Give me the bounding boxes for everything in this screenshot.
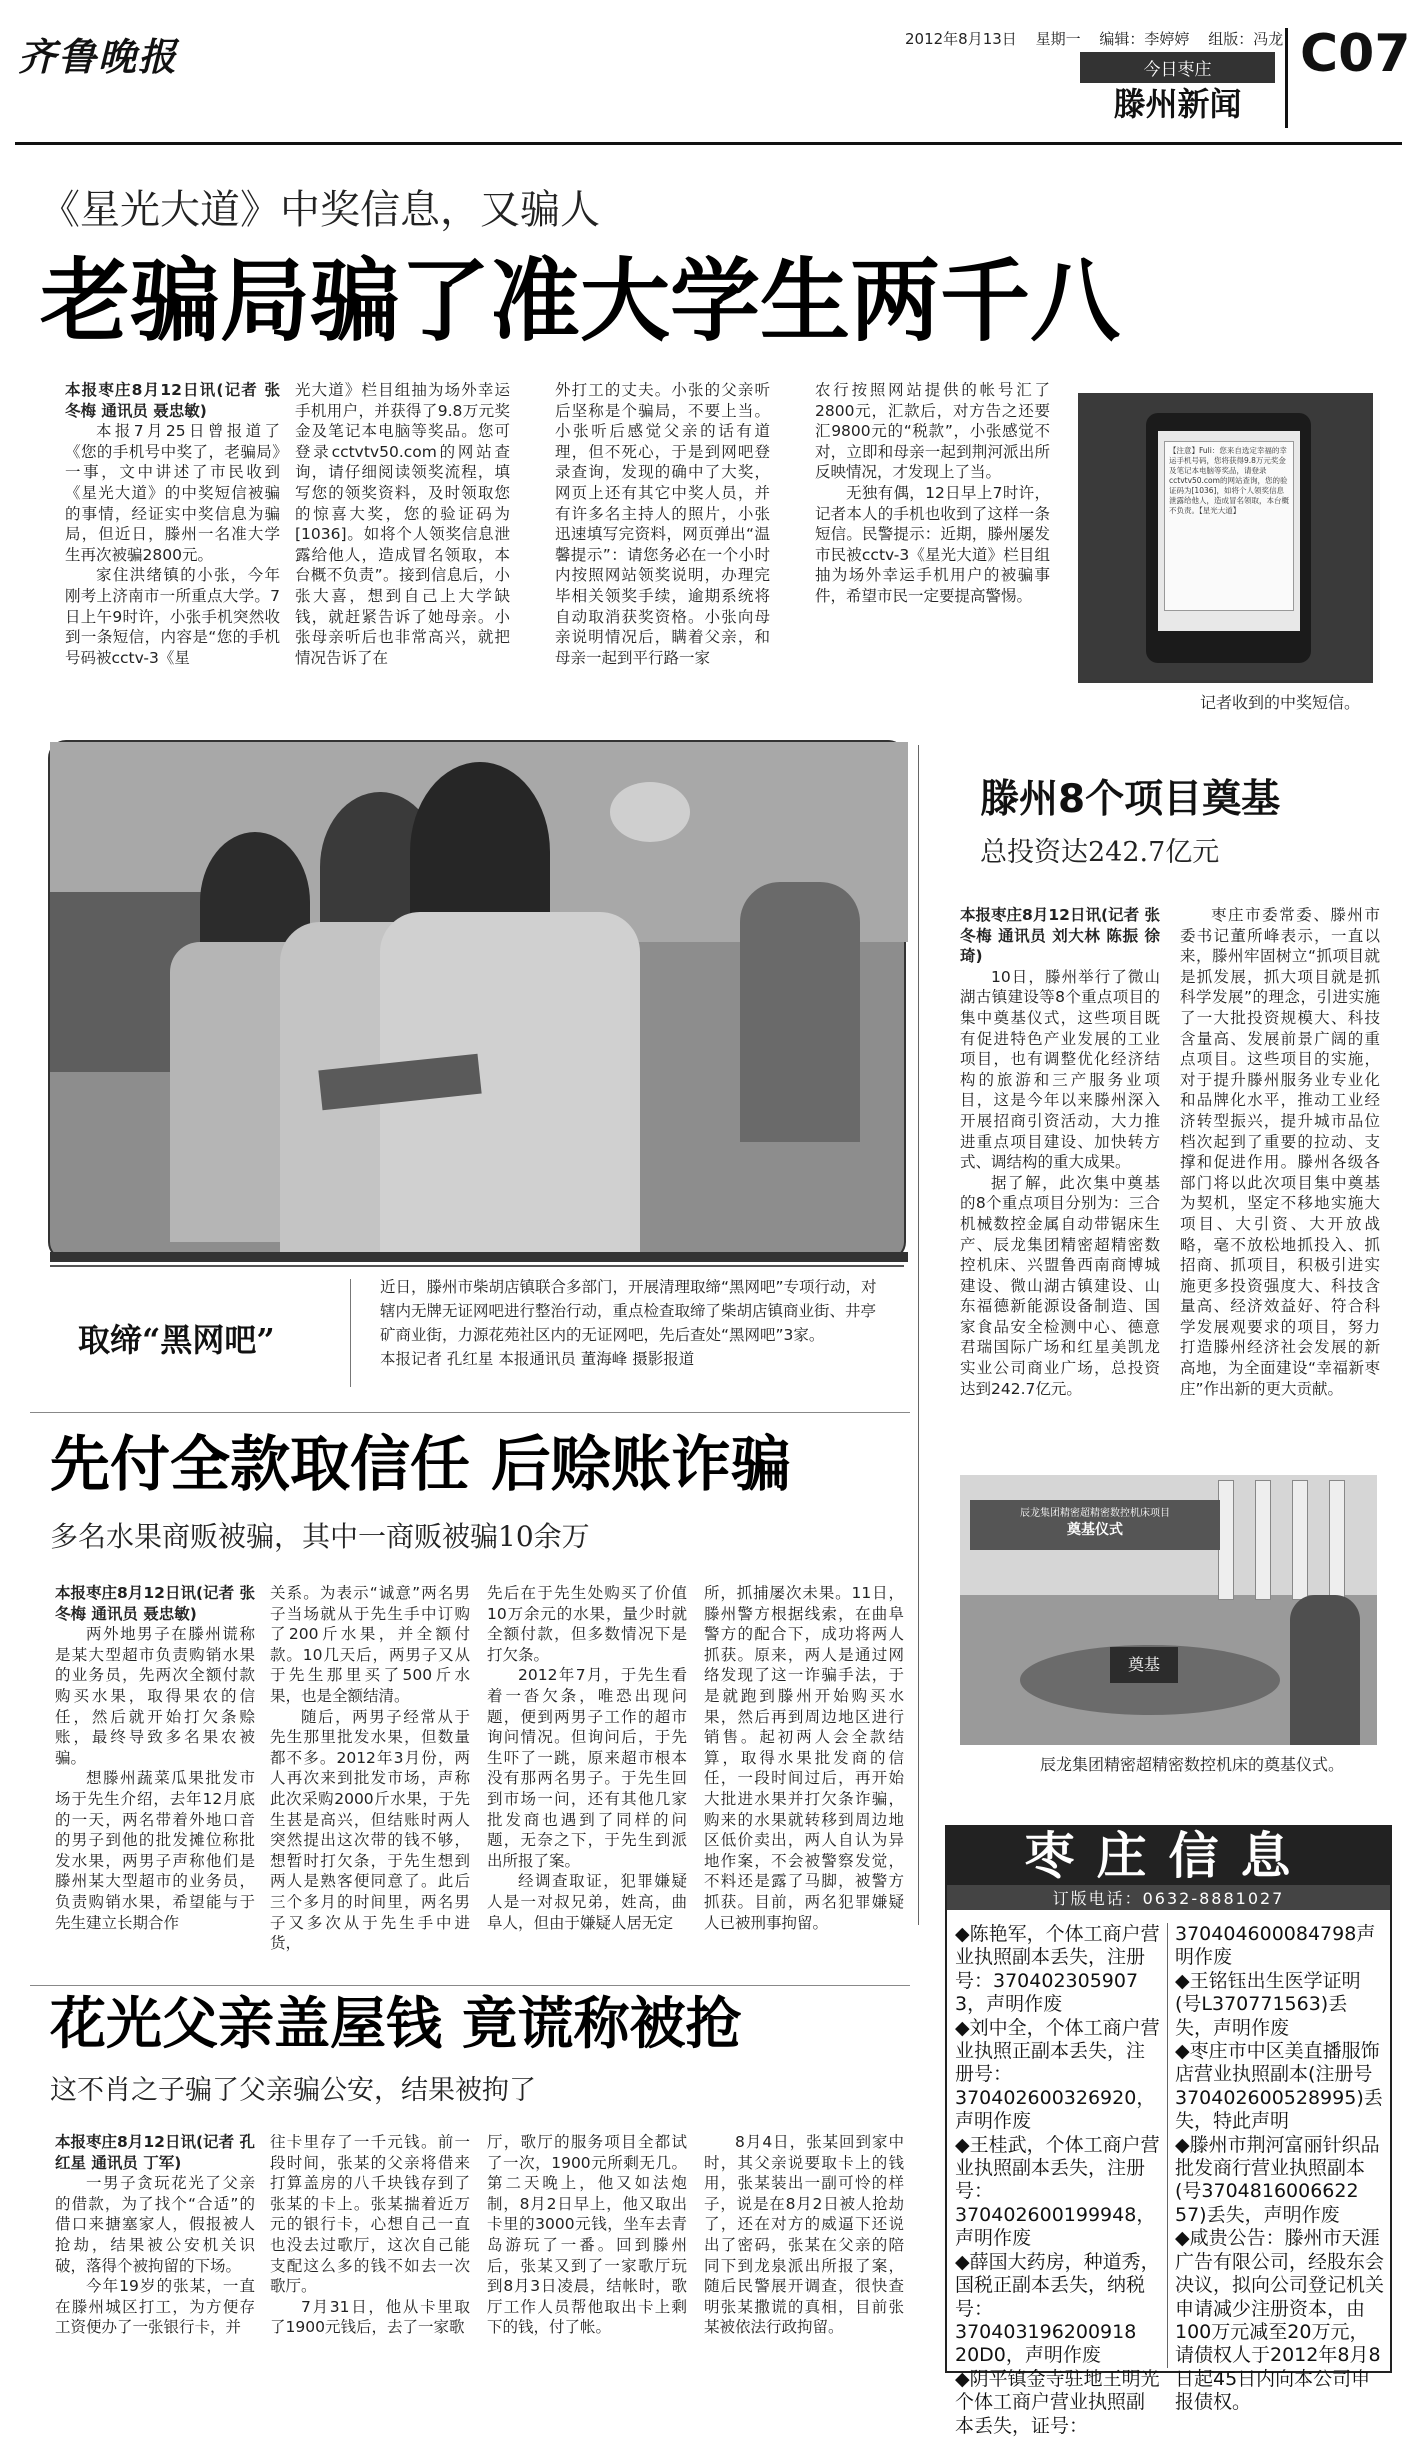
story4-top-rule [30,1985,910,1986]
main-photo-caption-text: 近日，滕州市柴胡店镇联合多部门，开展清理取缔“黑网吧”专项行动，对辖内无牌无证网吧进行整治行动，重点检查取缔了柴胡店镇商业街、井亭矿商业街，力源花苑社区内的无证网吧，先后查处“黑网吧”3家。 [380,1278,877,1344]
story2-para-1: 10日，滕州举行了微山湖古镇建设等8个重点项目的集中奠基仪式，这些项目既有促进特色产业发展的工业项目，也有调整优化经济结构的旅游和三产服务业项目，这是今年以来滕州深入开展招商引资活动，大力推进重点项目建设、加快转方式、调结构的重大成果。 [960,967,1160,1172]
story1-headline: 老骗局骗了准大学生两千八 [40,249,1120,354]
story1-para-6: 无独有偶，12日早上7时许，记者本人的手机也收到了这样一条短信。民警提示：近期，滕州屡发市民被cctv-3《星光大道》栏目组抽为场外幸运手机用户的被骗事件，希望市民一定要提高警惕。 [815,483,1050,605]
classified-item: ◆滕州市荆河富丽针织品批发商行营业执照副本(号3704816006622 57)丢失，声明作废 [1175,2133,1380,2226]
story3-column-4 [704,1583,904,1978]
story1-column-2 [295,380,510,700]
story3-para-7: 经调查取证，犯罪嫌疑人是一对叔兄弟，姓高，曲阜人，但由于嫌疑人居无定 [487,1872,687,1932]
story3-para-4: 随后，两男子经常从于先生那里批发水果，但数量都不多。2012年3月份，两人再次来到批发市场，声称此次采购2000斤水果，于先生甚是高兴，但结账时两人突然提出这次带的钱不够，想暂时打欠条，于先生想到两人是熟客便同意了。此后三个多月的时间里，两名男子又多次从于先生手中进货， [270,1707,470,1953]
story1-para-2: 家住洪绪镇的小张，今年刚考上济南市一所重点大学。7日上午9时许，小张手机突然收到一条短信，内容是“您的手机号码被cctv-3《星 [65,566,280,667]
story3-para-5: 先后在于先生处购买了价值10万余元的水果，量少时就全额付款，但多数情况下是打欠条。 [487,1584,687,1664]
story1-para-3: 光大道》栏目组抽为场外幸运手机用户，并获得了9.8万元奖金及笔记本电脑等奖品。您可登录cctvtv50.com的网站查询，请仔细阅读领奖流程，填写您的领奖资料，及时领取您的惊喜大奖，您的验证码为[1036]。如将个人领奖信息泄露给他人，造成冒名领取，本台概不负责”。接到信息后，小张大喜，想到自己上大学缺钱，就赶紧告诉了她母亲。小张母亲听后也非常高兴，就把情况告诉了在 [295,381,510,667]
story4-column-1 [55,2132,255,2372]
story2-byline: 本报枣庄8月12日讯(记者 张冬梅 通讯员 刘大林 陈振 徐琦) [960,906,1160,966]
story4-para-1: 一男子贪玩花光了父亲的借款，为了找个“合适”的借口来搪塞家人，假报被人抢劫，结果被公安机关识破，落得个被拘留的下场。 [55,2174,255,2275]
story3-column-1 [55,1583,255,1978]
main-photo-caption [380,1275,890,1371]
main-photo-title: 取缔“黑网吧” [78,1321,275,1359]
main-photo-credit: 本报记者 孔红星 本报通讯员 董海峰 摄影报道 [380,1350,695,1368]
story2-headline: 滕州8个项目奠基 [980,777,1281,822]
masthead-rule [15,142,1402,145]
section-subtitle: 今日枣庄 [1080,52,1275,83]
classified-divider [1167,1923,1168,2368]
story4-column-3 [487,2132,687,2372]
newspaper-logo: 齐鲁晚报 [18,34,179,79]
ceremony-banner [970,1500,1220,1550]
story4-para-4: 7月31日，他从卡里取了1900元钱后，去了一家歌 [270,2297,470,2337]
story4-column-4 [704,2132,904,2372]
masthead-divider [1285,28,1288,128]
classified-column-2 [1175,1923,1385,2414]
story4-para-6: 8月4日，张某回到家中时，其父亲说要取卡上的钱用，张某装出一副可怜的样子，说是在8月2日被人抢劫了，还在对方的威逼下还说出了密码，张某在父亲的陪同下到龙泉派出所报了案，随后民警展开调查，很快查明张某撒谎的真相，目前张某被依法行政拘留。 [704,2133,904,2337]
ceremony-banner-subtext: 奠基仪式 [1067,1522,1123,1538]
story1-column-4 [815,380,1050,700]
story1-column-3 [555,380,770,700]
section-box [1080,52,1275,125]
classified-item: ◆枣庄市中区美直播服饰店营业执照副本(注册号370402600528995)丢失，特此声明 [1175,2040,1383,2133]
story3-subhead: 多名水果商贩被骗，其中一商贩被骗10余万 [50,1520,590,1553]
issue-weekday: 星期一 [1035,30,1081,48]
story3-para-2: 想滕州蔬菜瓜果批发市场于先生介绍，去年12月底的一天，两名带着外地口音的男子到他的批发摊位称批发水果，两男子声称他们是滕州某大型超市的业务员，负责购销水果，希望能与于先生建立长期合作 [55,1769,255,1932]
ceremony-banner-text: 辰龙集团精密超精密数控机床项目 [1020,1508,1170,1519]
caption-divider [350,1279,351,1387]
editor-credit: 编辑：李婷婷 [1099,30,1190,48]
section-title: 滕州新闻 [1113,85,1242,123]
classified-box [945,1825,1392,2437]
story4-headline: 花光父亲盖屋钱 竟谎称被抢 [50,1992,742,2057]
classified-item: ◆王铭钰出生医学证明(号L370771563)丢失，声明作废 [1175,1969,1361,2039]
groundbreaking-photo [960,1475,1377,1745]
story3-column-3 [487,1583,687,1978]
story1-para-1: 本报7月25日曾报道了《您的手机号中奖了，老骗局》一事，文中讲述了市民收到《星光大道》的中奖短信被骗的事情，经证实中奖信息为骗局，但近日，滕州一名准大学生再次被骗2800元。 [65,422,280,564]
classified-item: ◆王桂武，个体工商户营业执照副本丢失，注册号：370402600199948，声明作废 [955,2133,1160,2250]
sms-photo-caption: 记者收到的中奖短信。 [1200,693,1361,712]
story3-para-8: 所，抓捕屡次未果。11日，滕州警方根据线索，在曲阜警方的配合下，成功将两人抓获。原来，两人是通过网络发现了这一诈骗手法，于是就跑到滕州开始购买水果，然后再到周边地区进行销售。起初两人会全款结算，取得水果批发商的信任，一段时间过后，再开始大批进水果并打欠条诈骗，购来的水果就转移到周边地区低价卖出，两人自认为异地作案，不会被警察发觉，不料还是露了马脚，被警方抓获。目前，两名犯罪嫌疑人已被刑事拘留。 [704,1584,904,1932]
story4-byline: 本报枣庄8月12日讯(记者 孔红星 通讯员 丁军) [55,2133,255,2172]
story1-column-1 [65,380,280,700]
story3-para-1: 两外地男子在滕州谎称是某大型超市负责购销水果的业务员，先两次全额付款购买水果，取得果农的信任，然后就开始打欠条赊账，最终导致多名果农被骗。 [55,1625,255,1767]
foundation-stone: 奠基 [1110,1647,1178,1683]
story1-byline: 本报枣庄8月12日讯(记者 张冬梅 通讯员 聂忠敏) [65,381,280,420]
page-number: C07 [1300,24,1411,84]
classified-item: ◆薛国大药房，种道秀，国税正副本丢失，纳税号：370403196200918 20D0，声明作废 [955,2250,1160,2367]
story3-top-rule [30,1412,910,1413]
story4-column-2 [270,2132,470,2372]
story4-para-3: 往卡里存了一千元钱。前一段时间，张某的父亲将借来打算盖房的八千块钱存到了张某的卡上。张某揣着近万元的银行卡，心想自己一直也没去过歌厅，这次自己能支配这么多的钱不如去一次歌厅。 [270,2133,470,2296]
classified-item: 370404600084798声明作废 [1175,1923,1376,1969]
classified-column-1 [955,1923,1160,2437]
story2-column-1 [960,905,1160,1465]
publication-info [905,28,1297,49]
layout-credit: 组版：冯龙 [1208,30,1284,48]
classified-phone: 订版电话：0632-8881027 [947,1885,1390,1910]
story3-byline: 本报枣庄8月12日讯(记者 张冬梅 通讯员 聂忠敏) [55,1584,255,1623]
groundbreaking-caption: 辰龙集团精密超精密数控机床的奠基仪式。 [1040,1755,1345,1774]
main-photo-caption-box [50,1265,904,1397]
story3-para-6: 2012年7月，于先生看着一沓欠条，唯恐出现问题，便到两男子工作的超市询问情况。但询问后，于先生吓了一跳，原来超市根本没有那两名男子。于先生回到市场一问，还有其他几家批发商也遇到了同样的问题，无奈之下，于先生到派出所报了案。 [487,1666,687,1870]
classified-item: ◆咸贵公告：滕州市天涯广告有限公司，经股东会决议，拟向公司登记机关申请减少注册资本，由100万元减至20万元，请债权人于2012年8月8日起45日内向本公司申报债权。 [1175,2227,1385,2414]
story2-para-3: 枣庄市委常委、滕州市委书记董所峰表示，一直以来，滕州牢固树立“抓项目就是抓发展，抓大项目就是抓科学发展”的理念，引进实施了一大批投资规模大、科技含量高、发展前景广阔的重点项目。这些项目的实施，对于提升滕州服务业专业化和品牌化水平，推动工业经济转型振兴，提升城市品位档次起到了重要的拉动、支撑和促进作用。滕州各级各部门将以此次项目集中奠基为契机，坚定不移地实施大项目、大引资、大开放战略，毫不放松地抓投入、抓招商、抓项目，积极引进实施更多投资强度大、科技含量高、经济效益好、符合科学发展观要求的项目，努力打造滕州经济社会发展的新高地，为全面建设“幸福新枣庄”作出新的更大贡献。 [1180,906,1380,1398]
issue-date: 2012年8月13日 [905,30,1017,48]
story1-para-4: 外打工的丈夫。小张的父亲听后坚称是个骗局，不要上当。小张听后感觉父亲的话有道理，但不死心，于是到网吧登录查询，发现的确中了大奖，网页上还有其它中奖人员，并有许多名主持人的照片，小张迅速填写完资料，网页弹出“温馨提示”：请您务必在一个小时内按照网站领奖说明，办理完毕相关领奖手续，逾期系统将自动取消获奖资格。小张向母亲说明情况后，瞒着父亲，和母亲一起到平行路一家 [555,381,770,667]
story1-kicker: 《星光大道》中奖信息，又骗人 [40,187,600,233]
classified-item: ◆陈艳军，个体工商户营业执照副本丢失，注册号：370402305907 3，声明作废 [955,1923,1160,2016]
story4-subhead: 这不肖之子骗了父亲骗公安，结果被拘了 [50,2075,536,2106]
story2-subhead: 总投资达242.7亿元 [980,837,1220,868]
story3-column-2 [270,1583,470,1978]
story4-para-2: 今年19岁的张某，一直在滕州城区打工，为方便存工资便办了一张银行卡，并 [55,2277,255,2337]
sms-message-text: 【注意】Fuli：您来自选定幸福的幸运手机号码，您将获得9.8万元奖金及笔记本电脑等奖品，请登录cctvtv50.com的网站查询，您的验证码为[1036]，如将个人领奖信息泄露给他人，造成冒名领取，本台概不负责。【星光大道】 [1164,441,1294,611]
classified-item: ◆刘中全，个体工商户营业执照正副本丢失，注册号：370402600326920，声明作废 [955,2016,1160,2133]
story3-para-3: 关系。为表示“诚意”两名男子当场就从于先生手中订购了200斤水果，并全额付款。10几天后，两男子又从于先生那里买了500斤水果，也是全额结清。 [270,1584,470,1705]
story1-para-5: 农行按照网站提供的帐号汇了2800元，汇款后，对方告之还要汇9800元的“税款”，小张感觉不对，立即和母亲一起到荆河派出所反映情况，才发现上了当。 [815,381,1050,482]
classified-header [947,1827,1390,1910]
classified-item: ◆阴平镇金寺驻地王明光个体工商户营业执照副本丢失，证号： [955,2367,1160,2437]
story3-headline: 先付全款取信任 后赊账诈骗 [50,1430,791,1500]
classified-title: 枣庄信息 [1024,1826,1313,1885]
story4-para-5: 厅，歌厅的服务项目全都试了一次，1900元所剩无几。第二天晚上，他又如法炮制，8月2日早上，他又取出卡里的3000元钱，坐车去青岛游玩了一番。回到滕州后，张某又到了一家歌厅玩到8月3日凌晨，结帐时，歌厅工作人员帮他取出卡上剩下的钱，付了帐。 [487,2133,687,2337]
main-news-photo [48,740,906,1260]
column-rule-right [918,745,919,1925]
story2-column-2 [1180,905,1380,1465]
story2-para-2: 据了解，此次集中奠基的8个重点项目分别为：三合机械数控金属自动带锯床生产、辰龙集团精密超精密数控机床、兴盟鲁西南商博城建设、微山湖古镇建设、山东福德新能源设备制造、国家食品安全检测中心、德意君瑞国际广场和红星美凯龙实业公司商业广场，总投资达到242.7亿元。 [960,1173,1160,1398]
sms-photo [1078,393,1373,683]
